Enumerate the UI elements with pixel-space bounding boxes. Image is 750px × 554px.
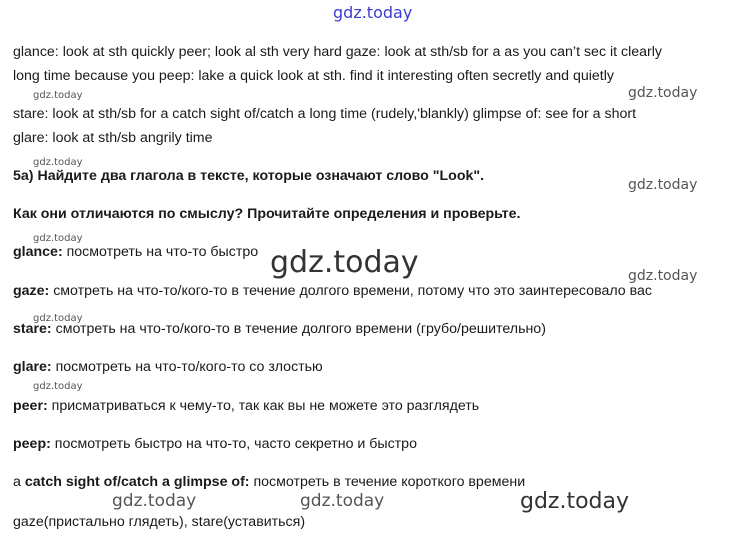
watermark: gdz.today <box>628 177 698 193</box>
glossary-line-3: stare: look at sth/sb for a catch sight of/catch a long time (rudely,'blankly) glimpse of: see for a short <box>13 106 637 122</box>
definition-glare <box>13 358 323 376</box>
glossary-line-1: glance: look at sth quickly peer; look al sth very hard gaze: look at sth/sb for a as you can’t sec it clearly <box>13 44 663 60</box>
definition-prefix: a <box>13 474 25 490</box>
definition-term: glare: <box>13 359 52 375</box>
answer-line: gaze(пристально глядеть), stare(уставиться) <box>13 514 306 530</box>
watermark: gdz.today <box>33 157 83 168</box>
watermark: gdz.today <box>112 491 197 511</box>
definition-peep <box>13 435 417 453</box>
definition-text: посмотреть на что-то быстро <box>62 244 259 260</box>
definition-text: смотреть на что-то/кого-то в течение долгого времени (грубо/решительно) <box>51 321 546 337</box>
definition-text: смотреть на что-то/кого-то в течение долгого времени, потому что это заинтересовало вас <box>49 283 652 299</box>
task-heading: 5а) Найдите два глагола в тексте, которые означают слово "Look". <box>13 168 485 184</box>
watermark: gdz.today <box>33 90 83 101</box>
watermark-large: gdz.today <box>270 245 419 280</box>
task-subheading: Как они отличаются по смыслу? Прочитайте определения и проверьте. <box>13 206 521 222</box>
definition-term: stare: <box>13 321 52 337</box>
definition-term: catch sight of/catch a glimpse of: <box>24 474 250 490</box>
watermark-large: gdz.today <box>520 489 630 514</box>
glossary-line-2: long time because you peep: lake a quick look at sth. find it interesting often secretly and quietly <box>13 68 614 84</box>
definition-text: присматриваться к чему-то, так как вы не можете это разглядеть <box>47 398 480 414</box>
definition-term: glance: <box>13 244 63 260</box>
watermark: gdz.today <box>628 85 698 101</box>
glossary-line-4: glare: look at sth/sb angrily time <box>13 130 213 146</box>
definition-stare <box>13 320 546 338</box>
definition-text: посмотреть на что-то/кого-то со злостью <box>51 359 323 375</box>
definition-term: peep: <box>13 436 51 452</box>
definition-glance <box>13 243 258 261</box>
definition-peer <box>13 397 479 415</box>
watermark: gdz.today <box>33 381 83 392</box>
definition-catch-sight <box>13 473 525 491</box>
definition-gaze <box>13 282 652 300</box>
definition-text: посмотреть быстро на что-то, часто секретно и быстро <box>50 436 417 452</box>
watermark: gdz.today <box>33 233 83 244</box>
watermark: gdz.today <box>628 268 698 284</box>
watermark-top: gdz.today <box>333 3 413 22</box>
definition-term: peer: <box>13 398 48 414</box>
definition-text: посмотреть в течение короткого времени <box>249 474 526 490</box>
definition-term: gaze: <box>13 283 50 299</box>
watermark: gdz.today <box>300 491 385 511</box>
watermark: gdz.today <box>33 313 83 324</box>
